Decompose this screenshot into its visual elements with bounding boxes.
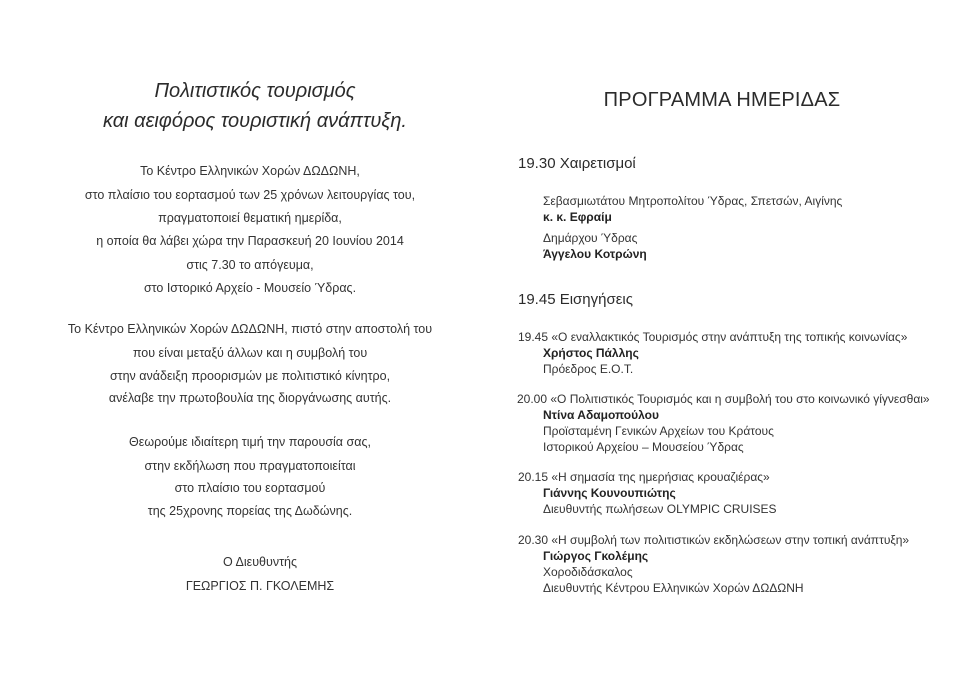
paragraph3-line: Θεωρούμε ιδιαίτερη τιμή την παρουσία σας,	[129, 435, 371, 449]
paragraph1-line: στο πλαίσιο του εορτασμού των 25 χρόνων λειτουργίας του,	[84, 188, 416, 202]
paragraph2-line: Το Κέντρο Ελληνικών Χορών ΔΩΔΩΝΗ, πιστό στην αποστολή του	[67, 322, 433, 336]
paragraph1-line: η οποία θα λάβει χώρα την Παρασκευή 20 Ιουνίου 2014	[96, 234, 404, 248]
program-page	[480, 0, 960, 679]
paragraph1-line: Το Κέντρο Ελληνικών Χορών ΔΩΔΩΝΗ,	[140, 164, 360, 178]
talk-title: 20.00 «Ο Πολιτιστικός Τουρισμός και η συμβολή του στο κοινωνικό γίγνεσθαι»	[517, 392, 930, 406]
greetings-heading: 19.30 Χαιρετισμοί	[518, 155, 636, 172]
paragraph2-line: στην ανάδειξη προορισμών με πολιτιστικό κίνητρο,	[109, 369, 391, 383]
talk-title: 20.30 «Η συμβολή των πολιτιστικών εκδηλώσεων στην τοπική ανάπτυξη»	[518, 533, 910, 547]
title-line-2: και αειφόρος τουριστική ανάπτυξη.	[103, 110, 407, 132]
talk-speaker: Ντίνα Αδαμοπούλου	[543, 408, 659, 422]
paragraph1-line: πραγματοποιεί θεματική ημερίδα,	[158, 211, 342, 225]
greeting-name: κ. κ. Εφραίμ	[543, 210, 612, 224]
talk-speaker-role: Ιστορικού Αρχείου – Μουσείου Ύδρας	[543, 440, 744, 454]
signature-name: ΓΕΩΡΓΙΟΣ Π. ΓΚΟΛΕΜΗΣ	[185, 579, 335, 593]
talk-speaker-role: Προϊσταμένη Γενικών Αρχείων του Κράτους	[543, 424, 774, 438]
paragraph2-line: ανέλαβε την πρωτοβουλία της διοργάνωσης αυτής.	[108, 391, 392, 405]
talk-speaker-role: Διευθυντής πωλήσεων OLYMPIC CRUISES	[543, 502, 777, 516]
paragraph3-line: στο πλαίσιο του εορτασμού	[174, 481, 326, 495]
program-title: ΠΡΟΓΡΑΜΜΑ ΗΜΕΡΙΔΑΣ	[603, 89, 841, 111]
paragraph1-line: στο Ιστορικό Αρχείο - Μουσείο Ύδρας.	[143, 281, 357, 295]
talk-speaker-role: Χοροδιδάσκαλος	[543, 565, 633, 579]
title-line-1: Πολιτιστικός τουρισμός	[154, 80, 356, 102]
talk-title: 19.45 «Ο εναλλακτικός Τουρισμός στην ανάπτυξη της τοπικής κοινωνίας»	[518, 330, 908, 344]
talk-speaker: Γιάννης Κουνουπιώτης	[543, 486, 676, 500]
talk-speaker-role: Πρόεδρος Ε.Ο.Τ.	[543, 362, 634, 376]
greeting-name: Άγγελου Κοτρώνη	[543, 247, 647, 261]
paragraph2-line: που είναι μεταξύ άλλων και η συμβολή του	[132, 346, 368, 360]
greeting-line: Δημάρχου Ύδρας	[543, 231, 638, 245]
paragraph3-line: στην εκδήλωση που πραγματοποιείται	[144, 459, 356, 473]
talk-speaker: Χρήστος Πάλλης	[543, 346, 639, 360]
greeting-line: Σεβασμιωτάτου Μητροπολίτου Ύδρας, Σπετσών, Αιγίνης	[543, 194, 843, 208]
talk-speaker-role: Διευθυντής Κέντρου Ελληνικών Χορών ΔΩΔΩΝΗ	[543, 581, 804, 595]
talk-speaker: Γιώργος Γκολέμης	[543, 549, 649, 563]
signature-role: Ο Διευθυντής	[223, 555, 297, 569]
talk-title: 20.15 «Η σημασία της ημερήσιας κρουαζιέρας»	[518, 470, 770, 484]
talks-heading: 19.45 Εισηγήσεις	[518, 291, 633, 308]
paragraph1-line: στις 7.30 το απόγευμα,	[186, 258, 314, 272]
paragraph3-line: της 25χρονης πορείας της Δωδώνης.	[147, 504, 353, 518]
